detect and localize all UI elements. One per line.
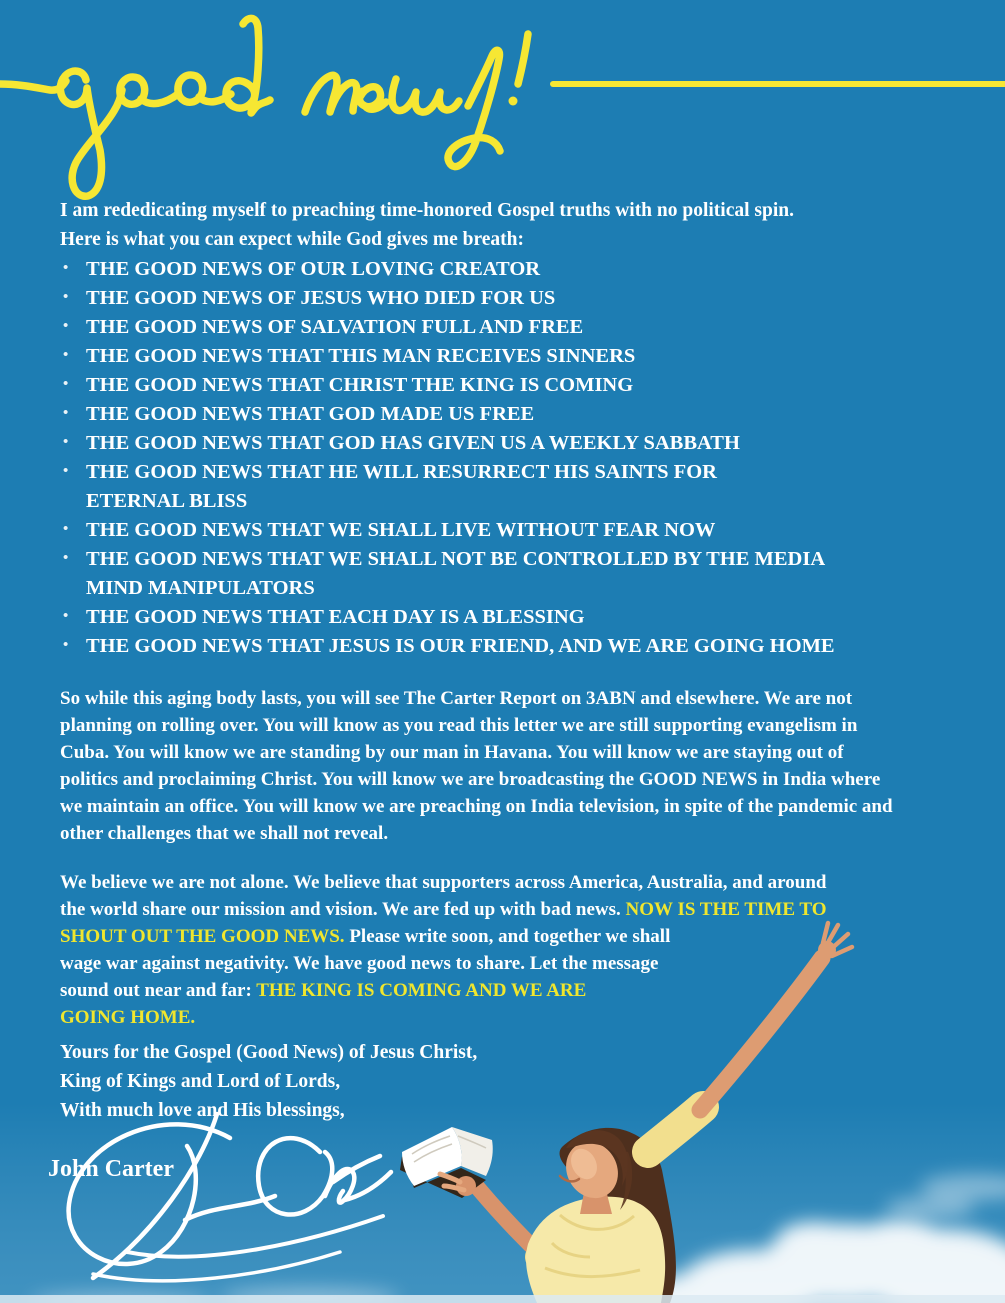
bullet-line: THE GOOD NEWS OF OUR LOVING CREATOR bbox=[86, 258, 541, 280]
bullet-line: THE GOOD NEWS THAT JESUS IS OUR FRIEND, AND WE ARE GOING HOME bbox=[86, 635, 835, 657]
bullet-item bbox=[60, 516, 960, 545]
bottom-cloud-band bbox=[0, 1295, 1005, 1303]
body-text: Please write soon, and together we shall bbox=[344, 926, 671, 947]
bullet-dot-icon: • bbox=[63, 608, 69, 624]
highlight-text: SHOUT OUT THE GOOD NEWS. bbox=[60, 926, 345, 947]
paragraph-line: planning on rolling over. You will know as you read this letter we are still supporting evangelism in bbox=[60, 715, 858, 736]
paragraph-line: other challenges that we shall not reveal. bbox=[60, 823, 389, 844]
body-paragraph-2 bbox=[60, 869, 827, 1031]
script-exclamation-dot bbox=[509, 97, 518, 106]
paragraph-line: we maintain an office. You will know we are preaching on India television, in spite of the pandemic and bbox=[60, 796, 893, 817]
paragraph-line bbox=[60, 1004, 827, 1031]
bullet-item bbox=[60, 400, 960, 429]
bullet-item bbox=[60, 632, 960, 661]
paragraph-line bbox=[60, 950, 827, 977]
bullet-line: MIND MANIPULATORS bbox=[86, 577, 315, 599]
bullet-dot-icon: • bbox=[63, 637, 69, 653]
bullet-dot-icon: • bbox=[63, 463, 69, 479]
header-rule-left bbox=[0, 81, 66, 90]
bullet-dot-icon: • bbox=[63, 347, 69, 363]
bullet-line: THE GOOD NEWS THAT WE SHALL NOT BE CONTROLLED BY THE MEDIA bbox=[86, 548, 826, 570]
signature-script bbox=[35, 1100, 395, 1290]
bullet-dot-icon: • bbox=[63, 376, 69, 392]
paragraph-line: politics and proclaiming Christ. You will know we are broadcasting the GOOD NEWS in India where bbox=[60, 769, 881, 790]
bullet-dot-icon: • bbox=[63, 318, 69, 334]
highlight-text: THE KING IS COMING AND WE ARE bbox=[256, 980, 587, 1001]
bullet-dot-icon: • bbox=[63, 550, 69, 566]
bullet-line: THE GOOD NEWS THAT CHRIST THE KING IS COMING bbox=[86, 374, 634, 396]
bullet-dot-icon: • bbox=[63, 260, 69, 276]
bullet-line: ETERNAL BLISS bbox=[86, 490, 248, 512]
bullet-dot-icon: • bbox=[63, 289, 69, 305]
body-paragraph-1 bbox=[60, 685, 893, 847]
body-text: wage war against negativity. We have good news to share. Let the message bbox=[60, 953, 659, 974]
bullet-item bbox=[60, 545, 960, 603]
signature-name: John Carter bbox=[48, 1156, 174, 1182]
closing-line: With much love and His blessings, bbox=[60, 1100, 345, 1121]
paragraph-line bbox=[60, 896, 827, 923]
script-exclamation bbox=[518, 34, 528, 84]
highlight-text: GOING HOME. bbox=[60, 1007, 196, 1028]
highlight-text: NOW IS THE TIME TO bbox=[625, 899, 827, 920]
bullet-item bbox=[60, 284, 960, 313]
bullet-line: THE GOOD NEWS THAT HE WILL RESURRECT HIS SAINTS FOR bbox=[86, 461, 717, 483]
intro-line: Here is what you can expect while God gives me breath: bbox=[60, 228, 524, 250]
bullet-item bbox=[60, 458, 960, 516]
paragraph-line bbox=[60, 869, 827, 896]
paragraph-line: Cuba. You will know we are standing by our man in Havana. You will know we are staying out of bbox=[60, 742, 844, 763]
bullet-line: THE GOOD NEWS OF SALVATION FULL AND FREE bbox=[86, 316, 584, 338]
bullet-item bbox=[60, 429, 960, 458]
bullet-item bbox=[60, 603, 960, 632]
good-news-bullet-list bbox=[60, 255, 960, 661]
bullet-line: THE GOOD NEWS OF JESUS WHO DIED FOR US bbox=[86, 287, 556, 309]
closing-line: Yours for the Gospel (Good News) of Jesus Christ, bbox=[60, 1042, 478, 1063]
bullet-line: THE GOOD NEWS THAT EACH DAY IS A BLESSING bbox=[86, 606, 585, 628]
intro-line: I am rededicating myself to preaching time-honored Gospel truths with no political spin. bbox=[60, 200, 794, 221]
paragraph-line: So while this aging body lasts, you will see The Carter Report on 3ABN and elsewhere. We are not bbox=[60, 688, 853, 709]
script-letter-n bbox=[305, 75, 357, 112]
header-script-title bbox=[0, 0, 1005, 212]
body-text: We believe we are not alone. We believe that supporters across America, Australia, and around bbox=[60, 872, 827, 893]
closing-line: King of Kings and Lord of Lords, bbox=[60, 1071, 341, 1092]
bullet-line: THE GOOD NEWS THAT GOD MADE US FREE bbox=[86, 403, 535, 425]
script-letter-e bbox=[359, 87, 386, 110]
bullet-line: THE GOOD NEWS THAT THIS MAN RECEIVES SINNERS bbox=[86, 345, 636, 367]
body-text: the world share our mission and vision. We are fed up with bad news. bbox=[60, 899, 626, 920]
bullet-item bbox=[60, 313, 960, 342]
paragraph-line bbox=[60, 977, 827, 1004]
bullet-dot-icon: • bbox=[63, 521, 69, 537]
bullet-line: THE GOOD NEWS THAT GOD HAS GIVEN US A WEEKLY SABBATH bbox=[86, 432, 740, 454]
bullet-item bbox=[60, 371, 960, 400]
script-letter-w bbox=[392, 79, 459, 112]
bullet-dot-icon: • bbox=[63, 434, 69, 450]
bullet-line: THE GOOD NEWS THAT WE SHALL LIVE WITHOUT FEAR NOW bbox=[86, 519, 716, 541]
body-text: sound out near and far: bbox=[60, 980, 257, 1001]
bullet-item bbox=[60, 342, 960, 371]
bullet-item bbox=[60, 255, 960, 284]
script-letter-g bbox=[60, 71, 122, 196]
paragraph-line bbox=[60, 923, 827, 950]
bullet-dot-icon: • bbox=[63, 405, 69, 421]
